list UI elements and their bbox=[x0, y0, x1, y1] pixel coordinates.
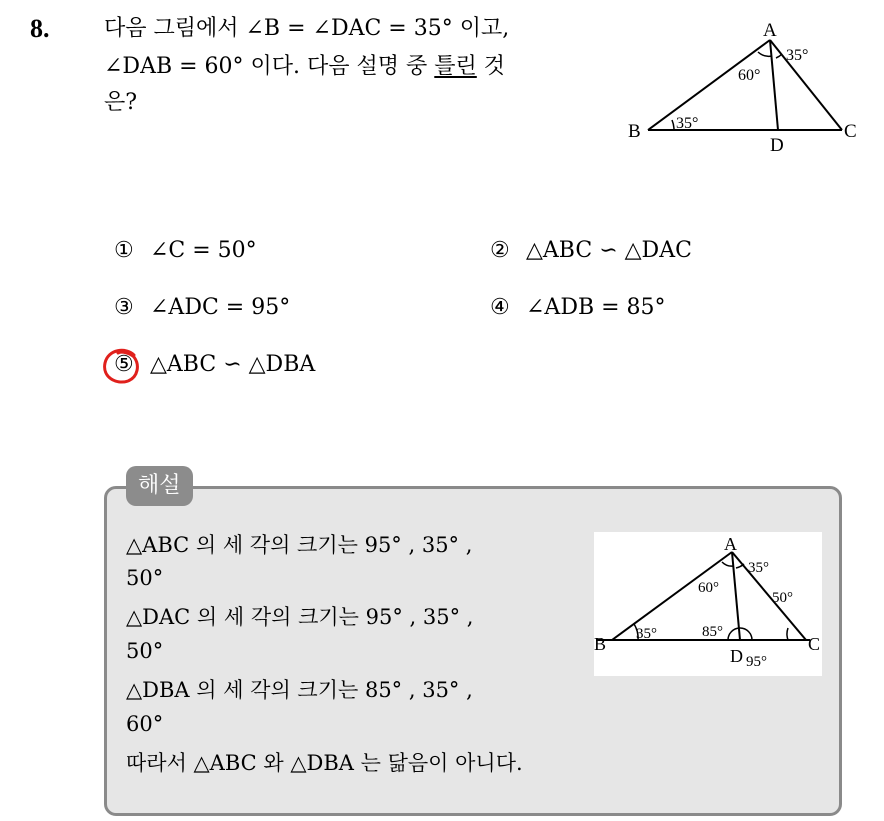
solution-line-6: 60° bbox=[126, 712, 164, 736]
angle-label-bad-2: 60° bbox=[698, 580, 719, 596]
choice-3-text: ∠ADC = 95° bbox=[150, 295, 291, 320]
choice-4-text: ∠ADB = 85° bbox=[526, 295, 666, 320]
question-text-line-2-tail: 것 bbox=[483, 54, 506, 79]
solution-line-2: 50° bbox=[126, 566, 164, 590]
angle-label-b-2: 35° bbox=[636, 626, 657, 642]
angle-arc-bad bbox=[758, 52, 772, 56]
segment-ad bbox=[770, 40, 778, 130]
choice-5[interactable] bbox=[114, 352, 315, 377]
question-text-line-3: 은? bbox=[104, 90, 138, 115]
vertex-label-a-2: A bbox=[724, 534, 737, 554]
angle-label-c-2: 50° bbox=[772, 590, 793, 606]
angle-label-adc-2: 95° bbox=[746, 654, 767, 670]
question-text-line-1: 다음 그림에서 ∠B = ∠DAC = 35° 이고, bbox=[104, 16, 510, 41]
vertex-label-d: D bbox=[770, 135, 784, 156]
question-text-line-2-main: ∠DAB = 60° 이다. 다음 설명 중 bbox=[104, 54, 428, 79]
choice-4[interactable] bbox=[490, 295, 666, 320]
side-ab bbox=[648, 40, 770, 130]
solution-line-7: 따라서 △ABC 와 △DBA 는 닮음이 아니다. bbox=[126, 751, 523, 775]
angle-label-bad: 60° bbox=[738, 67, 761, 84]
choice-3-number: ③ bbox=[114, 295, 134, 320]
angle-label-dac: 35° bbox=[786, 47, 809, 64]
vertex-label-b: B bbox=[628, 121, 641, 142]
choice-2-number: ② bbox=[490, 238, 510, 263]
solution-line-3: △DAC 의 세 각의 크기는 95° , 35° , bbox=[126, 605, 474, 629]
vertex-label-c-2: C bbox=[808, 634, 821, 654]
solution-tab: 해설 bbox=[126, 466, 193, 506]
choice-4-number: ④ bbox=[490, 295, 510, 320]
angle-label-adb-2: 85° bbox=[702, 624, 723, 640]
angle-arc-b bbox=[672, 120, 674, 130]
underlined-word: 틀린 bbox=[434, 54, 477, 79]
answer-circle-mark bbox=[100, 345, 142, 387]
choice-5-number: ⑤ bbox=[114, 352, 134, 377]
angle-arc-dac bbox=[776, 54, 782, 58]
angle-arc-adc-2 bbox=[740, 628, 752, 640]
choice-1-number: ① bbox=[114, 238, 134, 263]
triangle-figure-1 bbox=[620, 20, 870, 160]
angle-label-b: 35° bbox=[676, 115, 699, 132]
solution-line-4: 50° bbox=[126, 639, 164, 663]
vertex-label-b-2: B bbox=[594, 634, 607, 654]
question-text-line-2 bbox=[104, 52, 505, 82]
choice-3[interactable] bbox=[114, 295, 290, 320]
choice-2[interactable] bbox=[490, 238, 692, 263]
angle-label-dac-2: 35° bbox=[748, 560, 769, 576]
angle-arc-c-2 bbox=[787, 628, 788, 640]
vertex-label-d-2: D bbox=[730, 646, 743, 666]
solution-line-5: △DBA 의 세 각의 크기는 85° , 35° , bbox=[126, 678, 473, 702]
question-number: 8. bbox=[30, 14, 50, 43]
vertex-label-c: C bbox=[844, 121, 857, 142]
vertex-label-a: A bbox=[763, 20, 777, 41]
choice-2-text: △ABC ∽ △DAC bbox=[526, 238, 692, 263]
choice-5-text: △ABC ∽ △DBA bbox=[150, 352, 316, 377]
segment-ad-2 bbox=[732, 552, 740, 640]
choice-1-text: ∠C = 50° bbox=[150, 238, 257, 263]
triangle-figure-2 bbox=[594, 532, 822, 676]
choice-1[interactable] bbox=[114, 238, 257, 263]
solution-line-1: △ABC 의 세 각의 크기는 95° , 35° , bbox=[126, 533, 473, 557]
